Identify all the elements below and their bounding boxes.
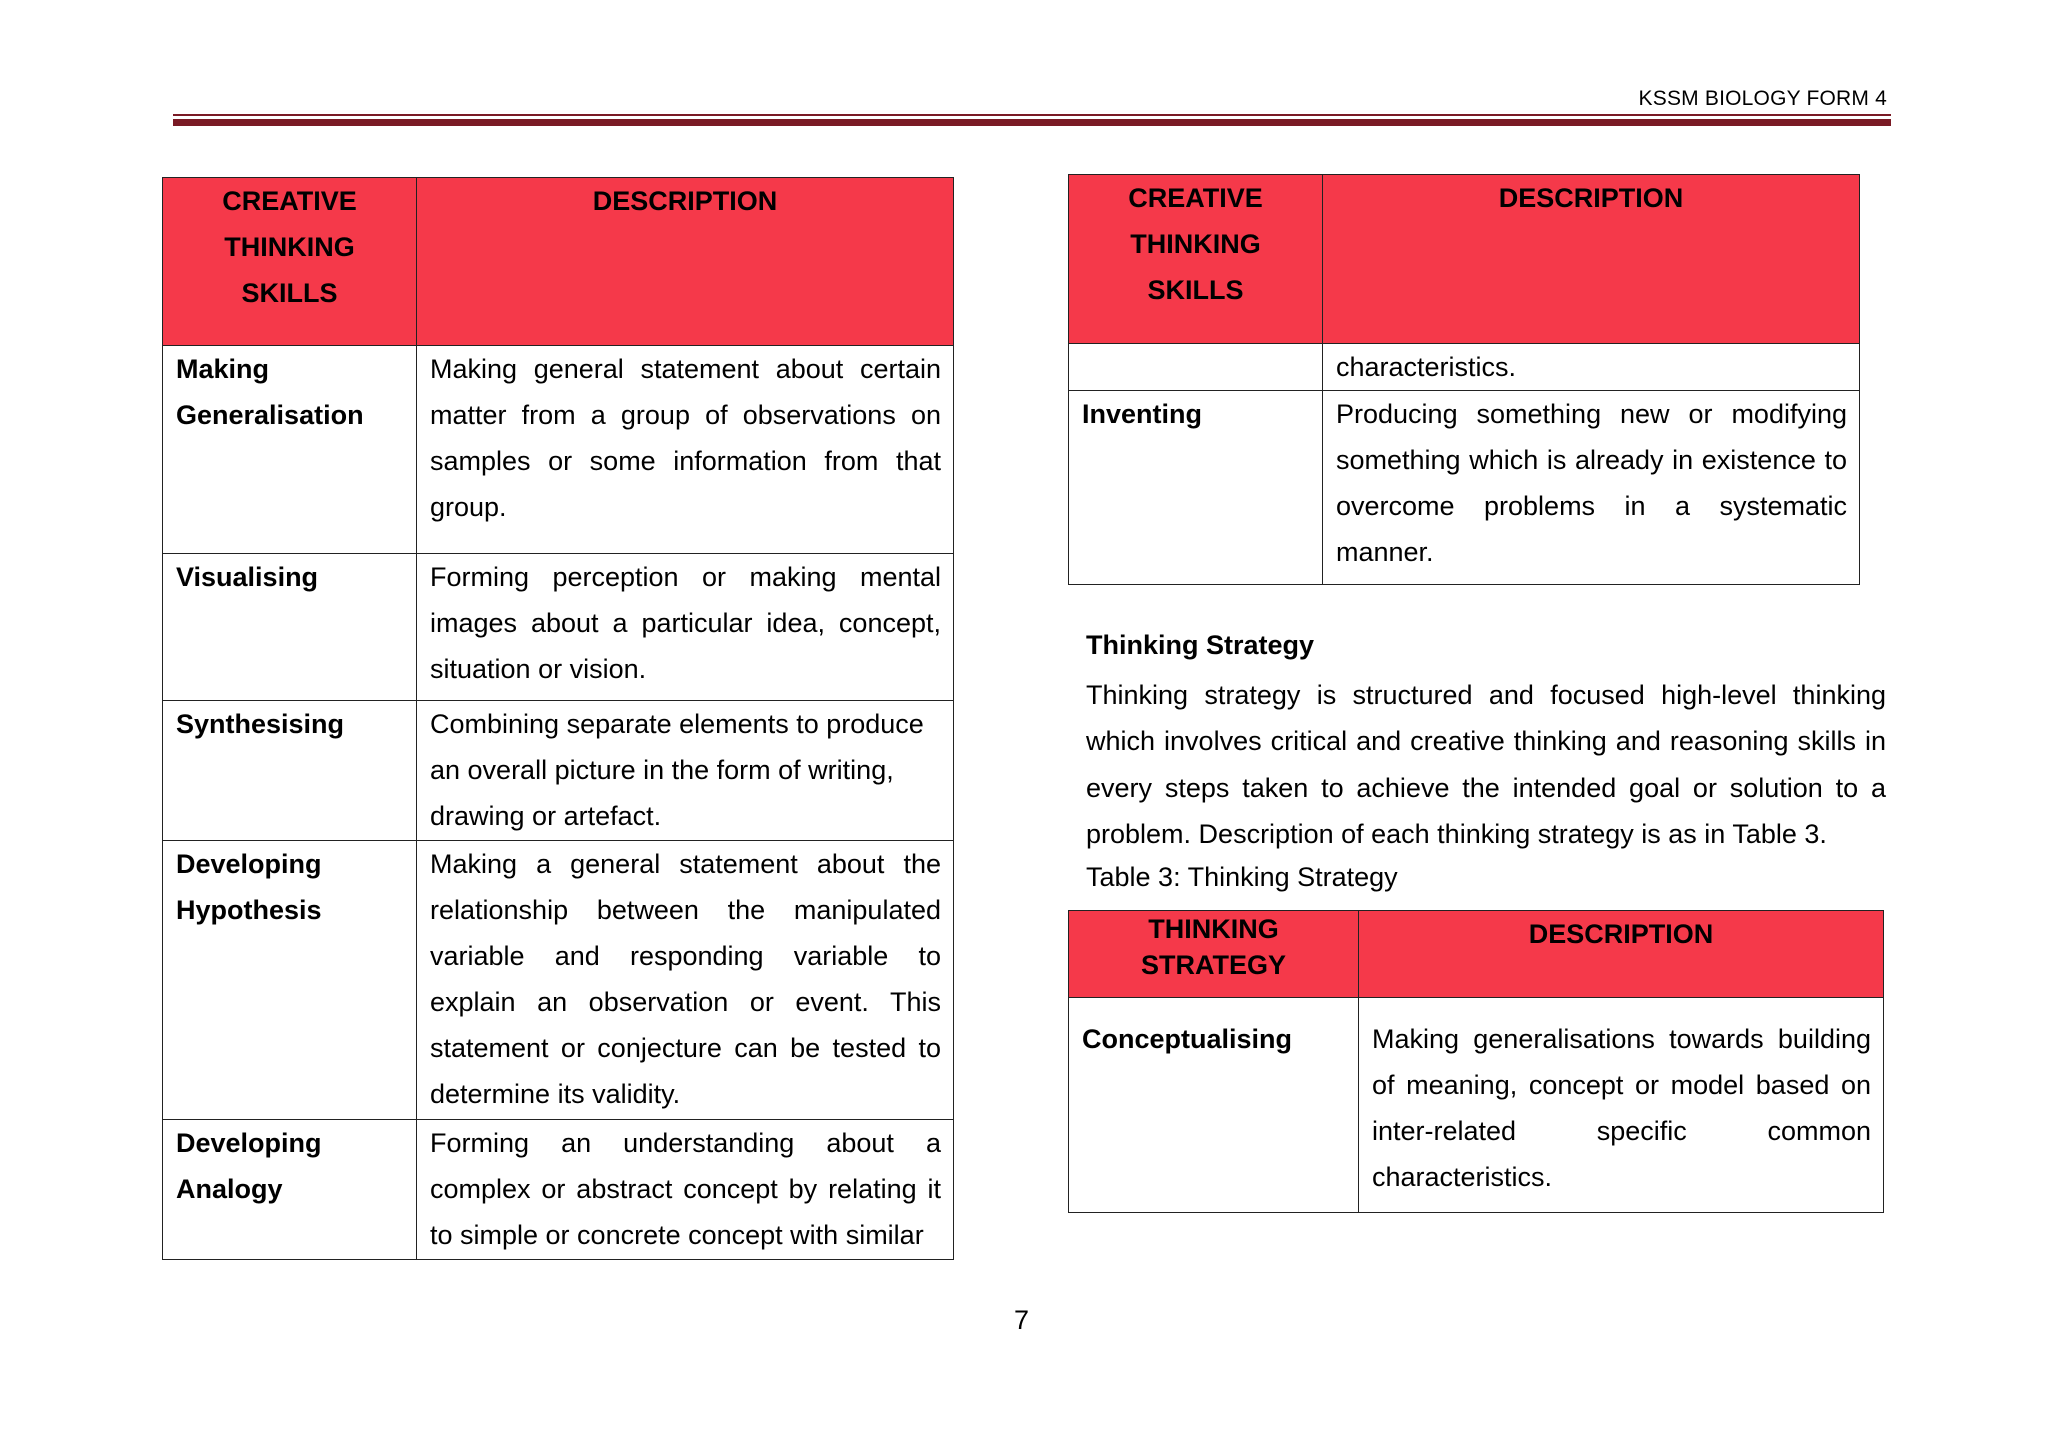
skill-description: Making a general statement about the relationship between the manipulated variable and responding variable to explain an observation or event. This statement or conjecture can be tested to determine its validity. <box>417 841 954 1120</box>
skill-description: Forming an understanding about a complex or abstract concept by relating it to simple or concrete concept with similar <box>417 1120 954 1260</box>
running-header: KSSM BIOLOGY FORM 4 <box>1638 87 1887 110</box>
skill-name <box>163 346 417 554</box>
skill-description: Producing something new or modifying something which is already in existence to overcome problems in a systematic manner. <box>1323 391 1860 585</box>
table-row <box>163 346 954 554</box>
skill-description: Making general statement about certain matter from a group of observations on samples or some information from that group. <box>417 346 954 554</box>
table-row <box>1069 391 1860 585</box>
skill-description: Forming perception or making mental images about a particular idea, concept, situation or vision. <box>417 554 954 701</box>
header-rule-thin <box>173 114 1891 116</box>
header-skill-line: SKILLS <box>241 278 338 308</box>
skill-name <box>163 841 417 1120</box>
header-strategy-line: THINKING <box>1148 914 1279 944</box>
table-row <box>163 1120 954 1260</box>
skill-name-line: Generalisation <box>176 400 364 430</box>
skill-name-line: Synthesising <box>176 709 345 739</box>
strategy-description: Making generalisations towards building of meaning, concept or model based on inter-related specific common characteristics. <box>1359 998 1884 1213</box>
header-description: DESCRIPTION <box>1359 911 1884 998</box>
strategy-name: Conceptualising <box>1069 998 1359 1213</box>
skill-name <box>163 1120 417 1260</box>
header-skill-line: SKILLS <box>1147 275 1244 305</box>
section-paragraph: Thinking strategy is structured and focused high-level thinking which involves critical and creative thinking and reasoning skills in every steps taken to achieve the intended goal or solution to a problem. Description of each thinking strategy is as in Table 3. <box>1086 680 1886 850</box>
table-row <box>1069 998 1884 1213</box>
skill-name-line: Analogy <box>176 1174 283 1204</box>
skill-name: Inventing <box>1069 391 1323 585</box>
skill-name <box>163 701 417 841</box>
header-strategy <box>1069 911 1359 998</box>
header-description: DESCRIPTION <box>1323 175 1860 344</box>
header-skill-line: CREATIVE <box>222 186 357 216</box>
header-description: DESCRIPTION <box>417 178 954 346</box>
header-rule-thick <box>173 119 1891 126</box>
table-row <box>1069 344 1860 391</box>
table-row <box>163 554 954 701</box>
creative-skills-table-right <box>1068 174 1860 585</box>
creative-skills-table-left <box>162 177 954 1260</box>
skill-name <box>1069 344 1323 391</box>
skill-name-line: Developing <box>176 1128 322 1158</box>
table-row <box>163 841 954 1120</box>
skill-name-line: Making <box>176 354 270 384</box>
skill-name-line: Hypothesis <box>176 895 322 925</box>
page-number: 7 <box>1014 1305 1030 1335</box>
header-skill-line: THINKING <box>224 232 355 262</box>
skill-name-line: Developing <box>176 849 322 879</box>
header-skill <box>163 178 417 346</box>
skill-name <box>163 554 417 701</box>
table-caption: Table 3: Thinking Strategy <box>1086 862 1398 892</box>
skill-description: characteristics. <box>1323 344 1860 391</box>
header-skill <box>1069 175 1323 344</box>
skill-description: Combining separate elements to produce an overall picture in the form of writing, drawing or artefact. <box>417 701 954 841</box>
header-skill-line: CREATIVE <box>1128 183 1263 213</box>
section-title: Thinking Strategy <box>1086 630 1315 660</box>
header-skill-line: THINKING <box>1130 229 1261 259</box>
thinking-strategy-table <box>1068 910 1884 1213</box>
skill-name-line: Visualising <box>176 562 319 592</box>
header-strategy-line: STRATEGY <box>1140 950 1286 980</box>
table-row <box>163 701 954 841</box>
